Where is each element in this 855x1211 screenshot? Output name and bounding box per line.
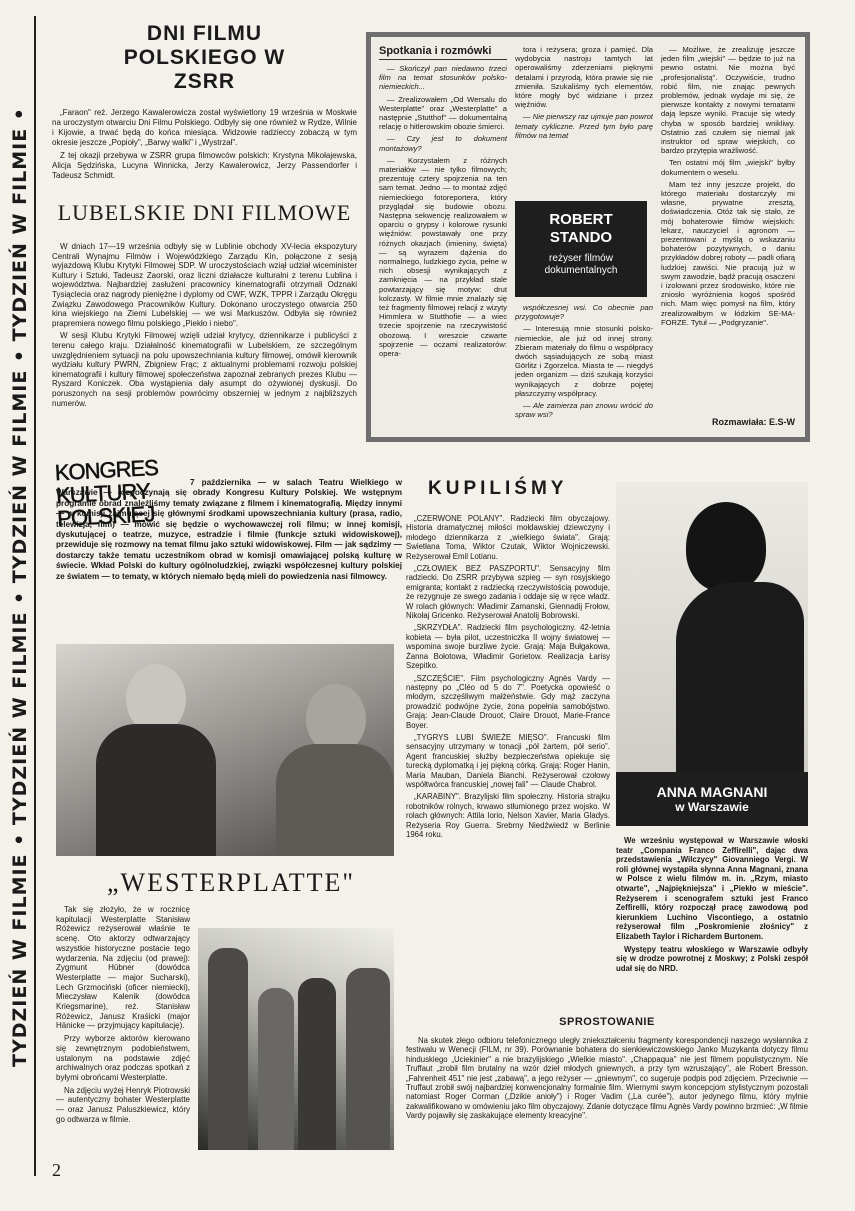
- article-lubelskie-paragraph: W dniach 17—19 września odbyły się w Lublinie obchody XV-lecia ekspozytury Centrali Wynajmu Filmów i Wojewódzkiego Zarządu Kin, połączone z sesją wyjazdową Klubu Krytyki Filmowej SDP. W uroczystościach wziął udział wiceminister Kultury i Sztuki, Tadeusz Zaorski, oraz liczni działacze kulturalni z terenu Lublina i województwa. Najbardziej zasłużeni pracownicy kinematografii otrzymali Odznaki Tysiąclecia oraz nagrody pieniężne i dyplomy od CWF, WZK, TPPR i Zarządu Okręgu Związku Zawodowego Pracowników Kultury. Dokonano uroczystego otwarcia 250 kina wiejskiego na Ziemi Lubelskiej — we wsi Markuszów. Odbyła się również prapremiera nowego filmu polskiego „Piekło i niebo".: [52, 242, 357, 328]
- article-westerplatte-paragraph: Tak się złożyło, że w rocznicę kapitulacji Westerplatte Stanisław Różewicz reżyserował właśnie te scenę. Oto aktorzy odtwarzający wszystkie historyczne postacie tego wydarzenia. Na zdjęciu (od prawej): Zygmunt Hübner (dowódca Westerplatte — major Sucharski), Lech Grzmociński (oficer niemiecki), Mieczysław Kalenik (dowódca Kriegsmarine), reż. Stanisław Różewicz, Janusz Kraśicki (major Hänicke — przyjmujący kapitulację).: [56, 905, 190, 1031]
- magnani-caption: [616, 772, 808, 826]
- interview-col-2-top: [515, 45, 653, 195]
- article-kongres-body: 7 października — w salach Teatru Wielkiego w Warszawie — rozpoczynają się obrady Kongresu Kultury Polskiej. We wstępnym programie obrad znaleźliśmy tematy związane z filmem i kinematografią. Między innymi — w komisji zajmującej się głównymi środkami upowszechniania kultury (prasa, radio, telewizja, film) — mówić się będzie o wychowawczej roli filmu; w innej komisji, dyskutującej o teatrze, muzyce, estradzie i filmie (funkcje sztuki widowiskowej), przewiduje się rozmowy na temat filmu jako sztuki widowiskowej. Film — jak sądzimy — dostarczy także tematu uczestnikom obrad w komisji omawiającej polską kulturę w świecie. Wkład Polski do kultury ogólnoludzkiej, związki współczesnej kultury polskiej ze światem — to tematy, w których niemało będą mieli do powiedzenia nasi filmowcy.: [56, 478, 402, 581]
- photo-figure: [258, 988, 294, 1150]
- article-magnani-body: [616, 836, 808, 976]
- interview-col-3: [661, 45, 795, 429]
- film-entry: „TYGRYS LUBI ŚWIEŻE MIĘSO". Francuski film sensacyjny utrzymany w tonacji „pół żartem, pół serio". Agent francuskiej służby bezpieczeństwa opiekuje się turecką dyplomatką i jej piękną córką. Grają: Roger Hanin, Maria Mauban, Daniela Bianchi. Reżyserował czołowy współtwórca francuskiej „nowej fali" — Claude Chabrol.: [406, 732, 610, 789]
- interview-answer: — Zrealizowałem „Od Wersalu do Westerplatte" oraz „Westerplatte" a następnie „Stutthof" — dokumentalną relację o hitlerowskim obozie śmierci.: [379, 94, 507, 132]
- interview-answer: Ten ostatni mój film „wiejski" byłby dokumentem o weselu.: [661, 158, 795, 177]
- interview-name-first: ROBERT: [549, 211, 613, 228]
- film-entry: „SZCZĘŚCIE". Film psychologiczny Agnès Vardy — następny po „Cléo od 5 do 7". Poetycka opowieść o młodym, szczęśliwym małżeństwie. Gdy mąż zaczyna prowadzić podwójne życie, żona popełnia samobójstwo. Grają: Jean-Claude Drouot, Claire Drouot, Marie-France Boyer.: [406, 673, 610, 730]
- article-zssr-paragraph: „Faraon" reż. Jerzego Kawalerowicza został wyświetlony 19 września w Moskwie na uroczystym otwarciu Dni Filmu Polskiego. Odbyły się one również w Rydze, Wilnie i Kijowie, a trwać będą do końca miesiąca. Widzowie radzieccy zobaczą w tym okresie jeszcze „Popioły", „Barwy walki" i „Wystrzał".: [52, 108, 357, 147]
- interview-signature: Rozmawiała: E.S-W: [711, 417, 795, 427]
- article-zssr-body: [52, 108, 357, 181]
- article-westerplatte-paragraph: Na zdjęciu wyżej Henryk Piotrowski — autentyczny bohater Westerplatte — oraz Janusz Paluszkiewicz, który go odtwarza w filmie.: [56, 1085, 190, 1124]
- sprostowanie-body: Na skutek złego odbioru telefonicznego uległy zniekształceniu fragmenty korespondencji naszego wysłannika z festiwalu w Wenecji (FILM, nr 39). Porównanie bohatera do sienkiewiczowskiego Janko Muzykanta dotyczy filmu hinduskiego „Uciekinier" a nie brazylijskiego „Wielkie miasto". „Chappaqua" nie jest filmem populistycznym. Nie Truffaut „zrobił film brutalny na wzór dzieł młodych gniewnych, a przy tym wzruszający", ale Robert Bresson. „Fahrenheit 451" nie jest „zabawą", a jego reżyser — „gniewnym", co sugeruje podpis pod zdjęciem. Przeciwnie — Truffaut zrobił swój najbardziej konwencjonalny formalnie film. Wiernymi swym koncepcjom stylistycznym pozostali natomiast Roger Corman („Dzikie anioły") i Roger Vadim („La curée"), autor jedynego filmu, który mylnie zakwalifikowano w omówieniu jako film obyczajowy. Zdanie dotyczące filmu Agnès Vardy powinno brzmieć: „W filmie Vardy pojawiły się zaskakujące elementy kreacyjne".: [406, 1036, 808, 1121]
- article-kupilismy-title: KUPILIŚMY: [428, 478, 568, 499]
- interview-col-3-text: [661, 45, 795, 327]
- photo-figure: [346, 968, 390, 1150]
- article-westerplatte-title: „WESTERPLATTE": [106, 868, 356, 897]
- interview-role: reżyser filmów dokumentalnych: [544, 253, 618, 276]
- kongres-logo-text: KONGRES KULTURY POLSKIEJ: [54, 454, 159, 532]
- article-lubelskie-title: LUBELSKIE DNI FILMOWE: [57, 200, 352, 225]
- film-entry: „SKRZYDŁA". Radziecki film psychologiczny. 42-letnia kobieta — była pilot, uczestniczka II wojny światowej — wspomina swoje burzliwe życie. Grają: Maja Bułgakowa, Żanna Bołotowa, Władimir Gorietow. Realizacja Łarisy Szepitko.: [406, 623, 610, 671]
- article-zssr: [52, 22, 357, 184]
- magnani-caption-place: w Warszawie: [675, 800, 749, 814]
- film-entry: „KARABINY". Brazylijski film społeczny. Historia strajku robotników rolnych, krwawo stłumionego przez wojsko. W rolach głównych: Attila Iorio, Nelson Xavier, Maria Gladys. Reżyseria Roy Guerra. Srebrny Niedźwiedź w Berlinie 1964 roku.: [406, 792, 610, 839]
- interview-name-last: STANDO: [549, 229, 613, 246]
- photo-figure: [208, 948, 248, 1150]
- article-westerplatte-paragraph: Przy wyborze aktorów kierowano się zewnętrznym podobieństwem, ustalonym na podstawie zdjęć archiwalnych oraz podczas spotkań z byłymi obrońcami Westerplatte.: [56, 1034, 190, 1082]
- interview-col-2-bottom: [515, 303, 653, 419]
- interview-header: Spotkania i rozmówki: [379, 45, 507, 60]
- interview-answer: — Interesują mnie stosunki polsko-niemieckie, ale już od innej strony. Zbieram materiały do filmu o współpracy dwóch sąsiadujących ze sobą miast Görlitz i Zgorzelca. Miasta te — niegdyś jeden organizm — dziś szukają korzyści wynikających z dobrze pojętej płaszczyzny współpracy.: [515, 324, 653, 398]
- article-zssr-title: DNI FILMU POLSKIEGO W ZSRR: [123, 22, 286, 93]
- photo-figure-hair: [686, 502, 766, 592]
- interview-question: — Ale zamierza pan znowu wrócić do spraw wsi?: [515, 401, 653, 420]
- article-lubelskie-body: [52, 242, 357, 408]
- photo-westerplatte-scene: [198, 928, 394, 1150]
- film-entry: „CZERWONE POLANY". Radziecki film obyczajowy. Historia dramatycznej miłości mołdawskiej dziewczyny i młodego dziennikarza z „wielkiego świata". Grają: Swietłana Toma, Wiktor Czutak, Wiktor Wojniczewski. Reżyserował Emil Lotianu.: [406, 514, 610, 561]
- interview-question: współczesnej wsi. Co obecnie pan przygotowuje?: [515, 303, 653, 322]
- article-magnani-paragraph: Występy teatru włoskiego w Warszawie odbyły się w drodze powrotnej z Moskwy; z Polski zespół udał się do NRD.: [616, 944, 808, 973]
- interview-col-2: [515, 45, 653, 429]
- photo-figure-body: [676, 582, 804, 772]
- article-lubelskie: [52, 200, 357, 411]
- interview-question: — Skończył pan niedawno trzeci film na temat stosunków polsko-niemieckich...: [379, 64, 507, 92]
- photo-anna-magnani: [616, 482, 808, 772]
- sidebar-label: TYDZIEŃ W FILMIE • TYDZIEŃ W FILMIE • TYDZIEŃ W FILMIE • TYDZIEŃ W FILMIE •: [9, 107, 31, 1067]
- magnani-caption-name: ANNA MAGNANI: [656, 784, 768, 800]
- photo-figure: [298, 978, 336, 1150]
- interview-answer: — Korzystałem z różnych materiałów — nie tylko filmowych; prezentuję cztery spojrzenia na ten sam temat. Jedno — to montaż zdjęć niemieckiego fotoreportera, który przyglądał się budowie obozu. Następna sekwencję realizowałem w oparciu o grypsy i kolorowe rysunki więźniów: powstawały one przy różnych okazjach (imieniny, święta) — są wyrazem dążenia do normalnego, ludzkiego życia, pełne w nich obsesji wynikających z zamknięcia — na przykład stale powtarzający się motyw: drut kolczasty. W filmie mnie znalazły się też fragmenty filmowej relacji z wizyty Himmlera w Stutthofie — a wiec trzecie spojrzenie na rzeczywistość obozową. I wreszcie czwarte spojrzenie — oczami realizatorów: opera-: [379, 155, 507, 359]
- interview-col-1: [379, 45, 507, 429]
- page-number: 2: [52, 1160, 61, 1180]
- interview-question: — Nie pierwszy raz ujmuje pan powrot tematy cykliczne. Przed tym było parę filmów na temat: [515, 112, 653, 140]
- article-kupilismy: [406, 478, 610, 842]
- interview-answer: tora i reżysera; groza i pamięć. Dla wydobycia nastroju tamtych lat operowaliśmy zderzeniami pięknymi detalami i przyrodą, która prawie się nie zmieniła. Szukaliśmy tych elementów, które mogły być widziane i przez więźniów.: [515, 45, 653, 110]
- article-lubelskie-paragraph: W sesji Klubu Krytyki Filmowej wzięli udział krytycy, dziennikarze i publicyści z terenu całego kraju. Działalność kinematografii w Lubelskiem, ze szczególnym uwzględnieniem sytuacji na polu upowszechniania kultury filmowej, omówił kierownik wydziału kultury PWRN, Zbigniew Frąc; z aktualnymi problemami rozwoju polskiej kinematografii i kultury filmowej społeczeństwa zapoznał zebranych prezes Klubu — Ryszard Koniczek. Oba wystąpienia dały asumpt do ożywionej dyskusji. Do poruszonych na sesji problemów powrócimy obszerniej w jednym z najbliższych numerów.: [52, 331, 357, 408]
- interview-answer: Mam też inny jeszcze projekt, do którego materiału dostarczyły mi własne, prywatne zresztą, doświadczenia. Otóż tak się stało, że mój bohaterowie filmów wiejskich: lekarz, nauczyciel i agronom — prezentowani z myślą o wskazaniu bohaterów pozytywnych, o daniu przykładów dobrej roboty — padli ofiarą ludzkiej zawiści. Nie pracują już w swym zawodzie, bądź pracują osaczeni i izolowani przez środowisko, które nie zniosło wyróżnienia kogoś spośród nich. Mam więc pomysł na film, który zrealizowałbym w łódzkim SE-MA-FORZE. Tytuł — „Podgryzanie".: [661, 179, 795, 327]
- film-entry: „CZŁOWIEK BEZ PASZPORTU". Sensacyjny film radziecki. Do ZSRR przybywa szpieg — syn rosyjskiego emigranta; kontakt z radziecką rzeczywistością powoduje, że rezygnuje ze swego zadania i oddaje się w ręce władz. W rolach głównych: Władimir Zamanski, Giennadij Frołow, Nikołaj Gricenko. Reżyserował Anatolij Bobrowski.: [406, 564, 610, 621]
- photo-figure: [276, 744, 394, 856]
- interview-answer: — Możliwe, że zrealizuję jeszcze jeden film „wiejski" — będzie to już na pewno ostatni. Nie można być „profesjonalistą". Oczywiście, trudno robić film, nie znając pewnych problemów, jednak wydaje mi się, że pierwsze kontakty z nowymi tematami dają lepsze wyniki. Pracuje się wtedy chyba w sposób bardziej wnikliwy. Ostatnio zaś czułem się niemal jak instruktor od spraw wiejskich, co bardzo przytępia wrażliwość.: [661, 45, 795, 156]
- photo-westerplatte-actors: [56, 644, 394, 856]
- article-kupilismy-body: [406, 514, 610, 839]
- photo-figure: [96, 724, 216, 856]
- sprostowanie-title: SPROSTOWANIE: [559, 1016, 655, 1028]
- section-sidebar: [10, 16, 36, 1176]
- interview-question: — Czy jest to dokument montażowy?: [379, 134, 507, 153]
- article-magnani-paragraph: We wrześniu występował w Warszawie włoski teatr „Compania Franco Zeffirelli", dając dwa przedstawienia „Wilczycy" Giovanniego Vergi. W roli głównej wystąpiła słynna Anna Magnani, znana w Polsce z wielu filmów m. in. „Rzym, miasto otwarte", „Najpiękniejsza" i „Piekło w mieście". Reżyserem i scenografem sztuki jest Franco Zeffirelli, który rozpoczął pracę zawodową pod kierunkiem Luchino Viscontiego, a ostatnio reżyserował film „Poskromienie złośnicy" z Elizabeth Taylor i Richardem Burtonem.: [616, 836, 808, 941]
- article-westerplatte-body: [56, 905, 190, 1127]
- interview-name-plate: [515, 201, 647, 297]
- interview-box: [366, 32, 810, 442]
- article-zssr-paragraph: Z tej okazji przebywa w ZSRR grupa filmowców polskich: Krystyna Mikołajewska, Alicja Sędzińska, Lucyna Winnicka, Jerzy Kawalerowicz, Jerzy Passendorfer i Tadeusz Schmidt.: [52, 151, 357, 180]
- interview-col-1-text: [379, 64, 507, 358]
